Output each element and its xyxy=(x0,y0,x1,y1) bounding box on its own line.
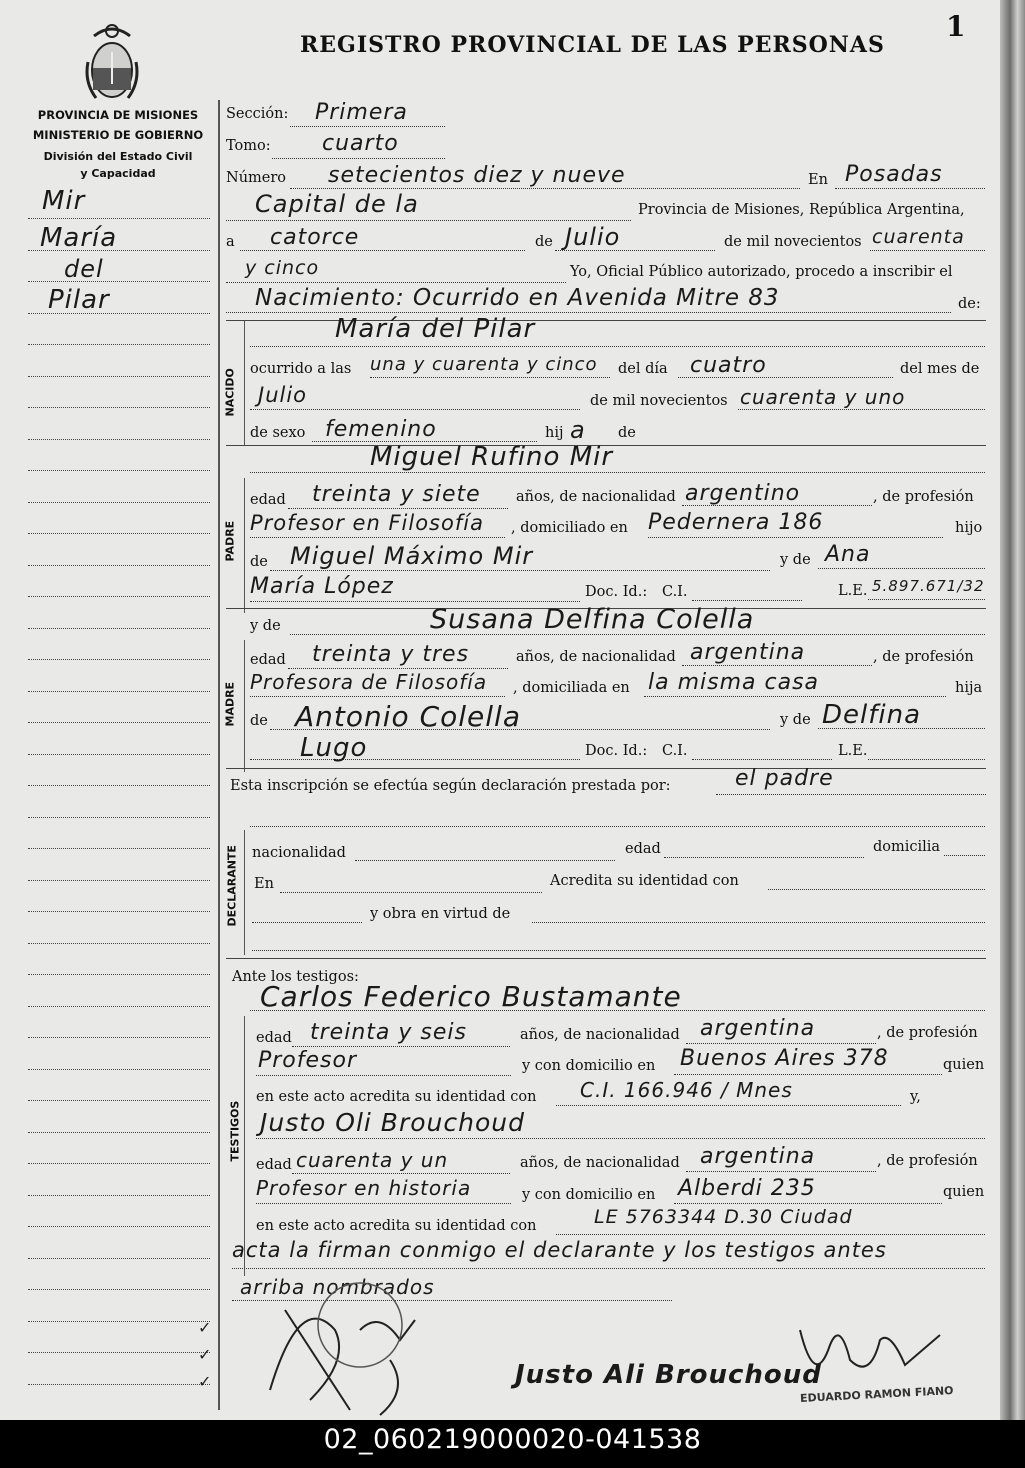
decl-en-label: En xyxy=(254,876,274,892)
margin-rule xyxy=(28,911,210,912)
t2-acto-label: en este acto acredita su identidad con xyxy=(256,1218,537,1234)
padre-prof-value: Profesor en Filosofía xyxy=(250,511,484,535)
t1-prof-label: , de profesión xyxy=(877,1025,978,1041)
tomo-label: Tomo: xyxy=(226,138,271,154)
hora-value: una y cuarenta y cinco xyxy=(370,354,598,375)
de-mil-label-2: de mil novecientos xyxy=(590,393,728,409)
margin-rule xyxy=(28,376,210,377)
de-label-1: de xyxy=(535,234,553,250)
madre-edad-value: treinta y tres xyxy=(312,642,470,667)
margin-name-3: Pilar xyxy=(48,285,110,315)
margin-rule xyxy=(28,1069,210,1070)
t2-prof-label: , de profesión xyxy=(877,1153,978,1169)
margin-rule xyxy=(28,596,210,597)
madre-edad-label: edad xyxy=(250,652,286,668)
signature-testigo: Justo Ali Brouchoud xyxy=(515,1360,822,1390)
ministry-label: MINISTERIO DE GOBIERNO xyxy=(32,128,204,142)
madre-nac-label: años, de nacionalidad xyxy=(516,649,676,665)
testigo1-nombre-value: Carlos Federico Bustamante xyxy=(260,980,682,1013)
mes-value: Julio xyxy=(565,223,621,251)
margin-rule xyxy=(28,785,210,786)
margin-rule xyxy=(28,1037,210,1038)
province-label: PROVINCIA DE MISIONES xyxy=(37,108,199,122)
margin-rule xyxy=(28,1321,210,1322)
margin-rule xyxy=(28,281,210,282)
decl-domicilia-label: domicilia xyxy=(873,839,941,855)
margin-rule xyxy=(28,1195,210,1196)
margin-rule xyxy=(28,817,210,818)
abuela-mat-y-de-label: y de xyxy=(780,712,811,728)
margin-name-1: María xyxy=(40,223,118,253)
t1-doc-value: C.I. 166.946 / Mnes xyxy=(580,1078,793,1102)
de-label-2: de xyxy=(618,425,636,441)
de-colon-label: de: xyxy=(958,296,981,312)
padre-prof-label: , de profesión xyxy=(873,489,974,505)
abuela-pat-y-de-label: y de xyxy=(780,552,811,568)
tick-mark-3: ✓ xyxy=(198,1372,212,1391)
capital-value: Capital de la xyxy=(255,190,419,218)
document-id: 02_060219000020-041538 xyxy=(0,1420,1025,1468)
margin-rule xyxy=(28,1006,210,1007)
t2-edad-label: edad xyxy=(256,1157,292,1173)
madre-ci-label: C.I. xyxy=(662,743,688,759)
margin-rule xyxy=(28,218,210,219)
margin-rule xyxy=(28,754,210,755)
dia-value: catorce xyxy=(270,225,360,250)
madre-y-de-label: y de xyxy=(250,618,281,634)
t2-dom-label: y con domicilio en xyxy=(522,1187,656,1203)
nacimiento-value: Nacimiento: Ocurrido en Avenida Mitre 83 xyxy=(255,285,780,311)
nombre-value: María del Pilar xyxy=(335,314,536,344)
padre-edad-value: treinta y siete xyxy=(312,482,481,507)
margin-rule xyxy=(28,943,210,944)
t2-edad-value: cuarenta y un xyxy=(296,1148,449,1172)
anio-value-1: cuarenta xyxy=(872,226,965,248)
padre-dom-value: Pedernera 186 xyxy=(648,510,824,535)
margin-rule xyxy=(28,439,210,440)
padre-side-label: PADRE xyxy=(223,520,237,562)
margin-rule xyxy=(28,407,210,408)
division-label-2: y Capacidad xyxy=(80,167,156,180)
sexo-value: femenino xyxy=(325,417,437,442)
abuelo-pat-value: Miguel Máximo Mir xyxy=(290,542,534,570)
madre-dom-value: la misma casa xyxy=(648,670,820,695)
provincia-label: Provincia de Misiones, República Argentina, xyxy=(638,202,965,218)
padre-le-value: 5.897.671/32 xyxy=(872,577,985,595)
padre-le-label: L.E. xyxy=(838,583,868,599)
madre-prof-label: , de profesión xyxy=(873,649,974,665)
padre-hijo-label: hijo xyxy=(955,520,983,536)
padre-edad-label: edad xyxy=(250,492,286,508)
margin-rule xyxy=(28,722,210,723)
margin-rule xyxy=(28,1226,210,1227)
margin-rule xyxy=(28,1100,210,1101)
madre-side-label: MADRE xyxy=(223,681,237,727)
declarante-side-label: DECLARANTE xyxy=(225,845,239,927)
margin-rule xyxy=(28,691,210,692)
en-value: Posadas xyxy=(845,162,943,187)
madre-nombre-value: Susana Delfina Colella xyxy=(430,604,755,635)
en-label: En xyxy=(808,172,828,188)
decl-nac-label: nacionalidad xyxy=(252,845,346,861)
padre-dom-label: , domiciliado en xyxy=(511,520,628,536)
margin-rule xyxy=(28,1289,210,1290)
t1-prof-value: Profesor xyxy=(258,1048,358,1073)
numero-label: Número xyxy=(226,170,287,186)
t1-nac-value: argentina xyxy=(700,1016,816,1041)
a-label: a xyxy=(226,234,235,250)
margin-rule xyxy=(28,1163,210,1164)
margin-surname: Mir xyxy=(42,186,86,216)
t2-dom-value: Alberdi 235 xyxy=(678,1176,816,1201)
signature-scribbles xyxy=(240,1270,1000,1424)
anio-nac-value: cuarenta y uno xyxy=(740,385,906,409)
decl-edad-label: edad xyxy=(625,841,661,857)
cierre-line-2: arriba nombrados xyxy=(240,1275,435,1299)
padre-nac-value: argentino xyxy=(685,481,801,506)
madre-prof-value: Profesora de Filosofía xyxy=(250,670,488,694)
tick-mark-2: ✓ xyxy=(198,1345,212,1364)
page-number: 1 xyxy=(946,10,966,43)
margin-rule xyxy=(28,848,210,849)
margin-rule xyxy=(28,628,210,629)
esta-inscripcion-label: Esta inscripción se efectúa según declaración prestada por: xyxy=(230,778,671,794)
abuelo-mat-value: Antonio Colella xyxy=(295,700,521,733)
dia-nac-value: cuatro xyxy=(690,353,767,378)
padre-ci-label: C.I. xyxy=(662,584,688,600)
column-divider xyxy=(218,100,220,1410)
padre-nombre-value: Miguel Rufino Mir xyxy=(370,442,614,472)
madre-nac-value: argentina xyxy=(690,640,806,665)
madre-hija-label: hija xyxy=(955,680,983,696)
t1-dom-label: y con domicilio en xyxy=(522,1058,656,1074)
t1-nac-label: años, de nacionalidad xyxy=(520,1027,680,1043)
del-dia-label: del día xyxy=(618,361,668,377)
mes-nac-value: Julio xyxy=(258,383,308,407)
testigo2-nombre-value: Justo Oli Brouchoud xyxy=(260,1108,525,1137)
padre-nac-label: años, de nacionalidad xyxy=(516,489,676,505)
page-title: REGISTRO PROVINCIAL DE LAS PERSONAS xyxy=(300,32,885,58)
de-mil-label: de mil novecientos xyxy=(724,234,862,250)
madre-le-label: L.E. xyxy=(838,743,868,759)
abuela-mat-value-1: Delfina xyxy=(822,700,922,730)
madre-dom-label: , domiciliada en xyxy=(513,680,630,696)
seccion-value: Primera xyxy=(315,100,408,125)
division-label-1: División del Estado Civil xyxy=(43,150,193,163)
seccion-label: Sección: xyxy=(226,106,289,122)
hij-label: hij xyxy=(545,425,564,441)
decl-acredita-label: Acredita su identidad con xyxy=(550,873,739,889)
t2-nac-label: años, de nacionalidad xyxy=(520,1155,680,1171)
t1-edad-value: treinta y seis xyxy=(310,1020,467,1045)
margin-rule xyxy=(28,565,210,566)
abuelo-mat-de-label: de xyxy=(250,713,268,729)
yo-oficial-label: Yo, Oficial Público autorizado, procedo a inscribir el xyxy=(570,264,953,280)
margin-rule xyxy=(28,1352,210,1353)
numero-value: setecientos diez y nueve xyxy=(328,163,626,188)
testigos-side-label: TESTIGOS xyxy=(228,1100,242,1162)
madre-doc-label: Doc. Id.: xyxy=(585,743,648,759)
de-sexo-label: de sexo xyxy=(250,425,306,441)
abuelo-pat-de-label: de xyxy=(250,554,268,570)
abuela-mat-value-2: Lugo xyxy=(300,733,368,763)
t2-doc-value: LE 5763344 D.30 Ciudad xyxy=(594,1206,853,1228)
anio-value-2: y cinco xyxy=(245,257,320,279)
margin-name-2: del xyxy=(64,255,104,283)
margin-rule xyxy=(28,533,210,534)
del-mes-label: del mes de xyxy=(900,361,980,377)
margin-rule xyxy=(28,1132,210,1133)
margin-rule xyxy=(28,1384,210,1385)
margin-rule xyxy=(28,1258,210,1259)
ante-testigos-label: Ante los testigos: xyxy=(232,969,359,985)
margin-rule xyxy=(28,974,210,975)
official-stamp: EDUARDO RAMON FIANO xyxy=(799,1383,954,1406)
ocurrido-label: ocurrido a las xyxy=(250,361,352,377)
margin-rule xyxy=(28,880,210,881)
hija-suffix-value: a xyxy=(570,416,586,444)
t1-dom-value: Buenos Aires 378 xyxy=(680,1046,889,1071)
t1-y-label: y, xyxy=(910,1089,921,1105)
decl-obra-label: y obra en virtud de xyxy=(370,906,511,922)
t2-quien-label: quien xyxy=(943,1184,985,1200)
t1-acto-label: en este acto acredita su identidad con xyxy=(256,1089,537,1105)
declarante-value: el padre xyxy=(735,766,834,791)
page-edge xyxy=(1000,0,1025,1420)
tick-mark-1: ✓ xyxy=(198,1318,212,1337)
t1-edad-label: edad xyxy=(256,1030,292,1046)
t2-prof-value: Profesor en historia xyxy=(256,1176,472,1200)
cierre-line-1: acta la firman conmigo el declarante y los testigos antes xyxy=(232,1238,887,1262)
margin-rule xyxy=(28,470,210,471)
coat-of-arms-icon xyxy=(82,22,142,108)
tomo-value: cuarto xyxy=(322,131,399,156)
abuela-pat-value-1: Ana xyxy=(825,542,871,567)
nacido-side-label: NACIDO xyxy=(223,368,237,417)
margin-rule xyxy=(28,344,210,345)
margin-rule xyxy=(28,502,210,503)
t2-nac-value: argentina xyxy=(700,1144,816,1169)
margin-rule xyxy=(28,659,210,660)
t1-quien-label: quien xyxy=(943,1057,985,1073)
padre-doc-label: Doc. Id.: xyxy=(585,584,648,600)
abuela-pat-value-2: María López xyxy=(250,574,394,599)
